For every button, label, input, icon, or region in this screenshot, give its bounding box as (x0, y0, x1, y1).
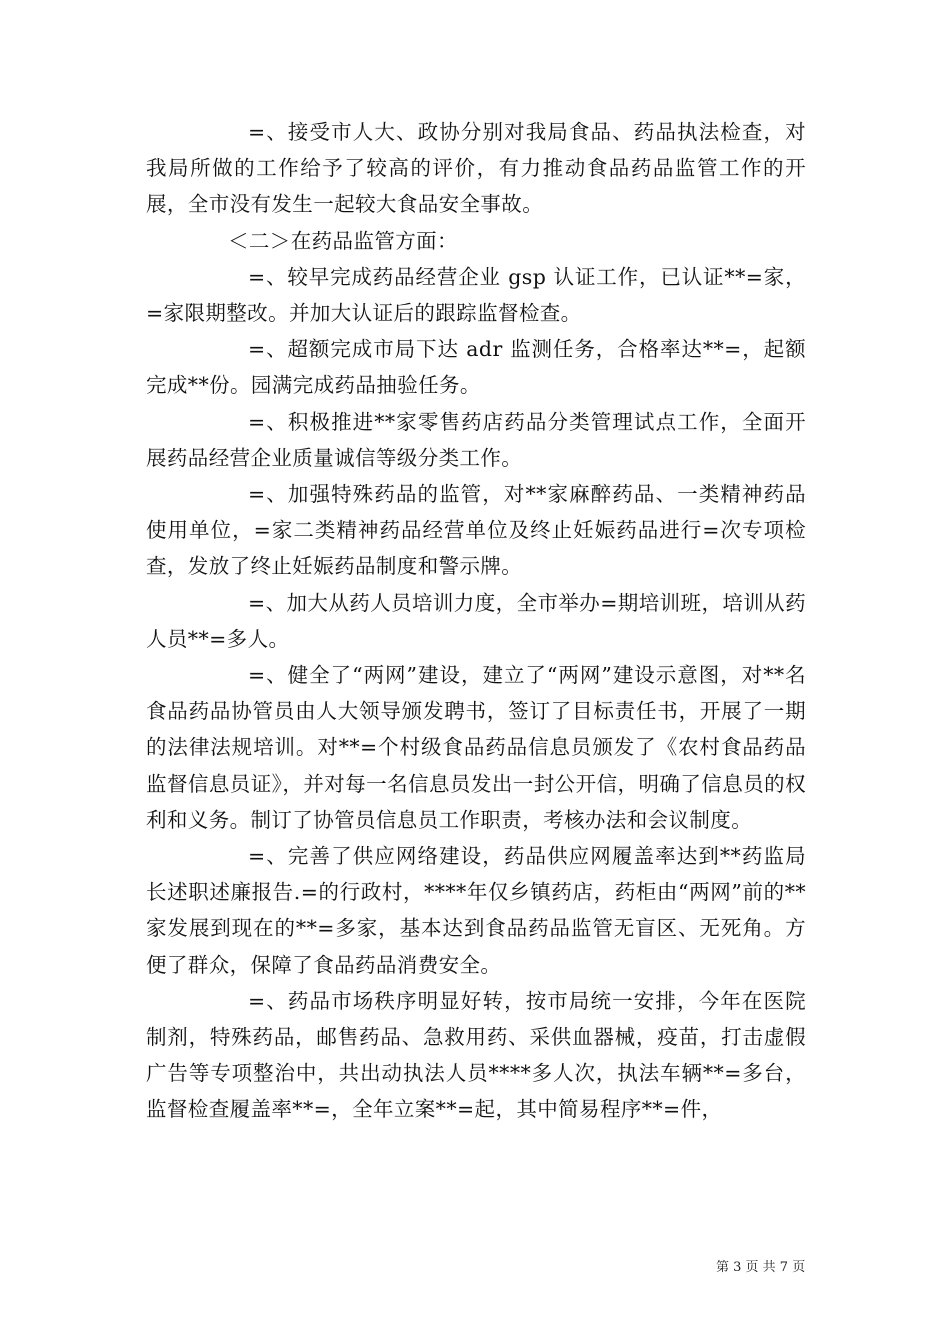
paragraph-adr-monitoring: =、超额完成市局下达 adr 监测任务，合格率达**=，起额完成**份。园满完成药品抽验任务。 (146, 337, 806, 398)
paragraph-classification-pilot: =、积极推进**家零售药店药品分类管理试点工作，全面开展药品经营企业质量诚信等级分类工作。 (146, 409, 806, 470)
paragraph-supply-network: =、完善了供应网络建设，药品供应网履盖率达到**药监局长述职述廉报告.=的行政村，****年仅乡镇药店，药柜由“两网”前的**家发展到现在的**=多家，基本达到食品药品监管无盲区、无死角。方便了群众，保障了食品药品消费安全。 (146, 844, 806, 977)
page-number: 第 3 页 共 7 页 (716, 1260, 806, 1275)
paragraph-gsp-certification: =、较早完成药品经营企业 gsp 认证工作，已认证**=家，=家限期整改。并加大认证后的跟踪监督检查。 (146, 264, 806, 326)
paragraph-special-drugs: =、加强特殊药品的监管，对**家麻醉药品、一类精神药品使用单位，=家二类精神药品经营单位及终止妊娠药品进行=次专项检查，发放了终止妊娠药品制度和警示牌。 (146, 482, 806, 579)
paragraph-staff-training: =、加大从药人员培训力度，全市举办=期培训班，培训从药人员**=多人。 (146, 590, 806, 651)
paragraph-two-networks: =、健全了“两网”建设，建立了“两网”建设示意图，对**名食品药品协管员由人大领导颁发聘书，签订了目标责任书，开展了一期的法律法规培训。对**=个村级食品药品信息员颁发了《农村食品药品监督信息员证》，并对每一名信息员发出一封公开信，明确了信息员的权利和义务。制订了协管员信息员工作职责，考核办法和会议制度。 (146, 663, 806, 832)
section-heading-drug-supervision: ＜二＞在药品监管方面： (228, 228, 458, 253)
document-body (146, 114, 806, 1128)
paragraph-market-order: =、药品市场秩序明显好转，按市局统一安排，今年在医院制剂，特殊药品，邮售药品、急救用药、采供血器械，疫苗，打击虚假广告等专项整治中，共出动执法人员****多人次，执法车辆**=多台，监督检查履盖率**=，全年立案**=起，其中简易程序**=件， (146, 988, 806, 1122)
paragraph-inspection: =、接受市人大、政协分别对我局食品、药品执法检查，对我局所做的工作给予了较高的评价，有力推动食品药品监管工作的开展，全市没有发生一起较大食品安全事故。 (146, 120, 806, 217)
